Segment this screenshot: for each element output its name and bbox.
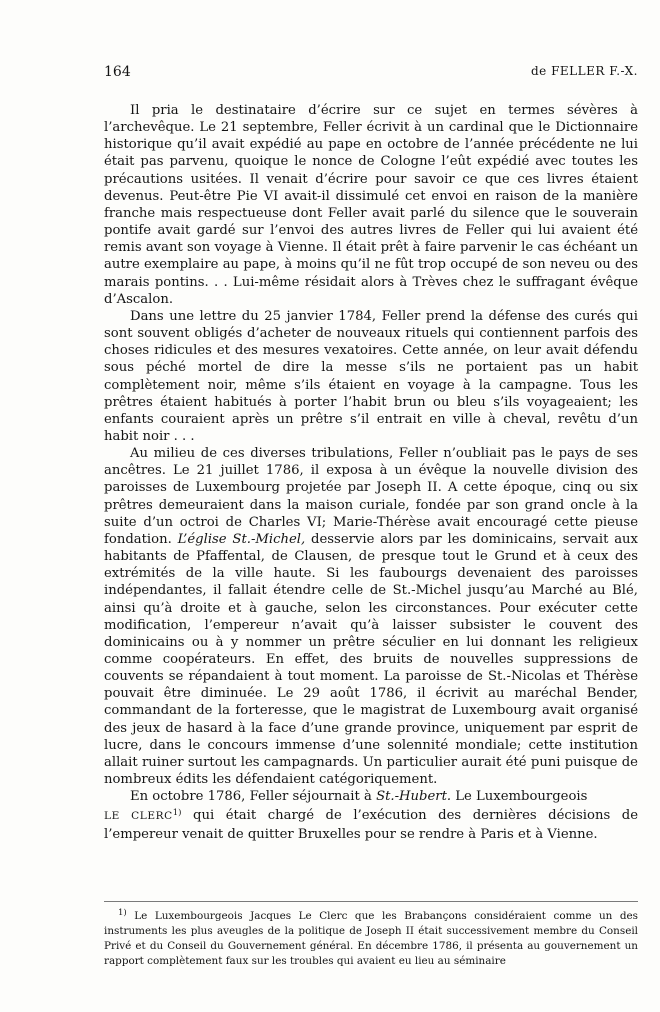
paragraph-3-text-b: desservie alors par les dominicains, servait aux habitants de Pfaffental, de Clausen, de presque tout le Grund et à ceux des extrémités de la ville haute. Si les faubourgs devenaient des paroisses indépendantes, il fallait étendre celle de St.-Michel jusqu’au Marché au Blé, ainsi qu’à droite et à gauche, selon les circonstances. Pour exécuter cette modification, l’empereur n’avait qu’à laisser subsister le couvent des dominicains ou à y nommer un prêtre séculier en lui donnant les religieux comme coopérateurs. En effet, des bruits de nouvelles suppressions de couvents se répandaient à tout moment. La paroisse de St.-Nicolas et Thérèse pouvait être diminuée. Le 29 août 1786, il écrivit au maréchal Bender, commandant de la forteresse, que le magistrat de Luxembourg avait organisé des jeux de hasard à la face d’une grande province, uniquement par esprit de lucre, dans le concours immense d’une solennité mondiale; cette institution allait ruiner surtout les campagnards. Un particulier aurait été puni puisque de nombreux édits les défendaient catégoriquement. (104, 531, 638, 788)
italic-church-name: L’église St.-Michel, (177, 531, 306, 547)
footnote (104, 906, 638, 969)
footnote-paragraph (104, 906, 638, 969)
paragraph-1: Il pria le destinataire d’écrire sur ce sujet en termes sévères à l’archevêque. Le 21 septembre, Feller écrivit à un cardinal que le Dictionnaire historique qu’il avait expédié au pape en octobre de l’année précédente ne lui était pas parvenu, quoique le nonce de Cologne l’eût expédié avec toutes les précautions usitées. Il venait d’écrire pour savoir ce que ces livres étaient devenus. Peut-être Pie VI avait-il dissimulé cet envoi en raison de la manière franche mais respectueuse dont Feller avait parlé du silence que le souverain pontife avait gardé sur l’envoi des autres livres de Feller qui lui avaient été remis avant son voyage à Vienne. Il était prêt à faire parvenir le cas échéant un autre exemplaire au pape, à moins qu’il ne fût trop occupé de son neveu ou des marais pontins. . . Lui-même résidait alors à Trèves chez le suffragant évêque d’Ascalon. (104, 103, 638, 307)
footnote-text: Le Luxembourgeois Jacques Le Clerc que les Brabançons considéraient comme un des instruments les plus aveugles de la politique de Joseph II était successivement membre du Conseil Privé et du Conseil du Gouvernement général. En décembre 1786, il présenta au gouvernement un rapport complètement faux sur les troubles qui avaient eu lieu au séminaire (104, 910, 638, 967)
footnote-reference: 1) (172, 808, 182, 819)
paragraph-2: Dans une lettre du 25 janvier 1784, Feller prend la défense des curés qui sont souvent obligés d’acheter de nouveaux rituels qui contiennent parfois des choses ridicules et des mesures vexatoires. Cette année, on leur avait défendu sous péché mortel de dire la messe s’ils ne portaient pas un habit complètement noir, même s’ils étaient en voyage à la campagne. Tous les prêtres étaient habitués à porter l’habit brun ou bleu s’ils voyageaient; les enfants couraient après un prêtre s’il entrait en ville à cheval, revêtu d’un habit noir . . . (104, 308, 638, 444)
paragraph-4-text-a: En octobre 1786, Feller séjournait à (130, 789, 372, 805)
paragraph-4 (104, 788, 638, 842)
paragraph-3 (104, 445, 638, 788)
italic-place-name: St.-Hubert. (376, 789, 452, 805)
paragraph-4-text-b: Le Luxembourgeois (455, 789, 588, 805)
footnote-separator (104, 901, 638, 902)
body-text (104, 102, 638, 843)
running-title: de FELLER F.-X. (531, 64, 638, 78)
paragraph-3-text-a: Au milieu de ces diverses tribulations, Feller n’oubliait pas le pays de ses ancêtres. Le 21 juillet 1786, il exposa à un évêque la nouvelle division des paroisses de Luxembourg projetée par Joseph II. A cette époque, cinq ou six prêtres demeuraient dans la maison curiale, fondée par son grand oncle à la suite d’un octroi de Charles VI; Marie-Thérèse avait encouragé cette pieuse fondation. (104, 446, 638, 547)
paragraph-4-text-c: qui était chargé de l’exécution des dernières décisions de l’empereur venait de quitter Bruxelles pour se rendre à Paris et à Vienne. (104, 808, 638, 842)
smallcaps-name: LE CLERC (104, 810, 173, 823)
page-number: 164 (104, 64, 131, 80)
footnote-marker: 1) (118, 908, 127, 918)
running-header (104, 64, 638, 84)
